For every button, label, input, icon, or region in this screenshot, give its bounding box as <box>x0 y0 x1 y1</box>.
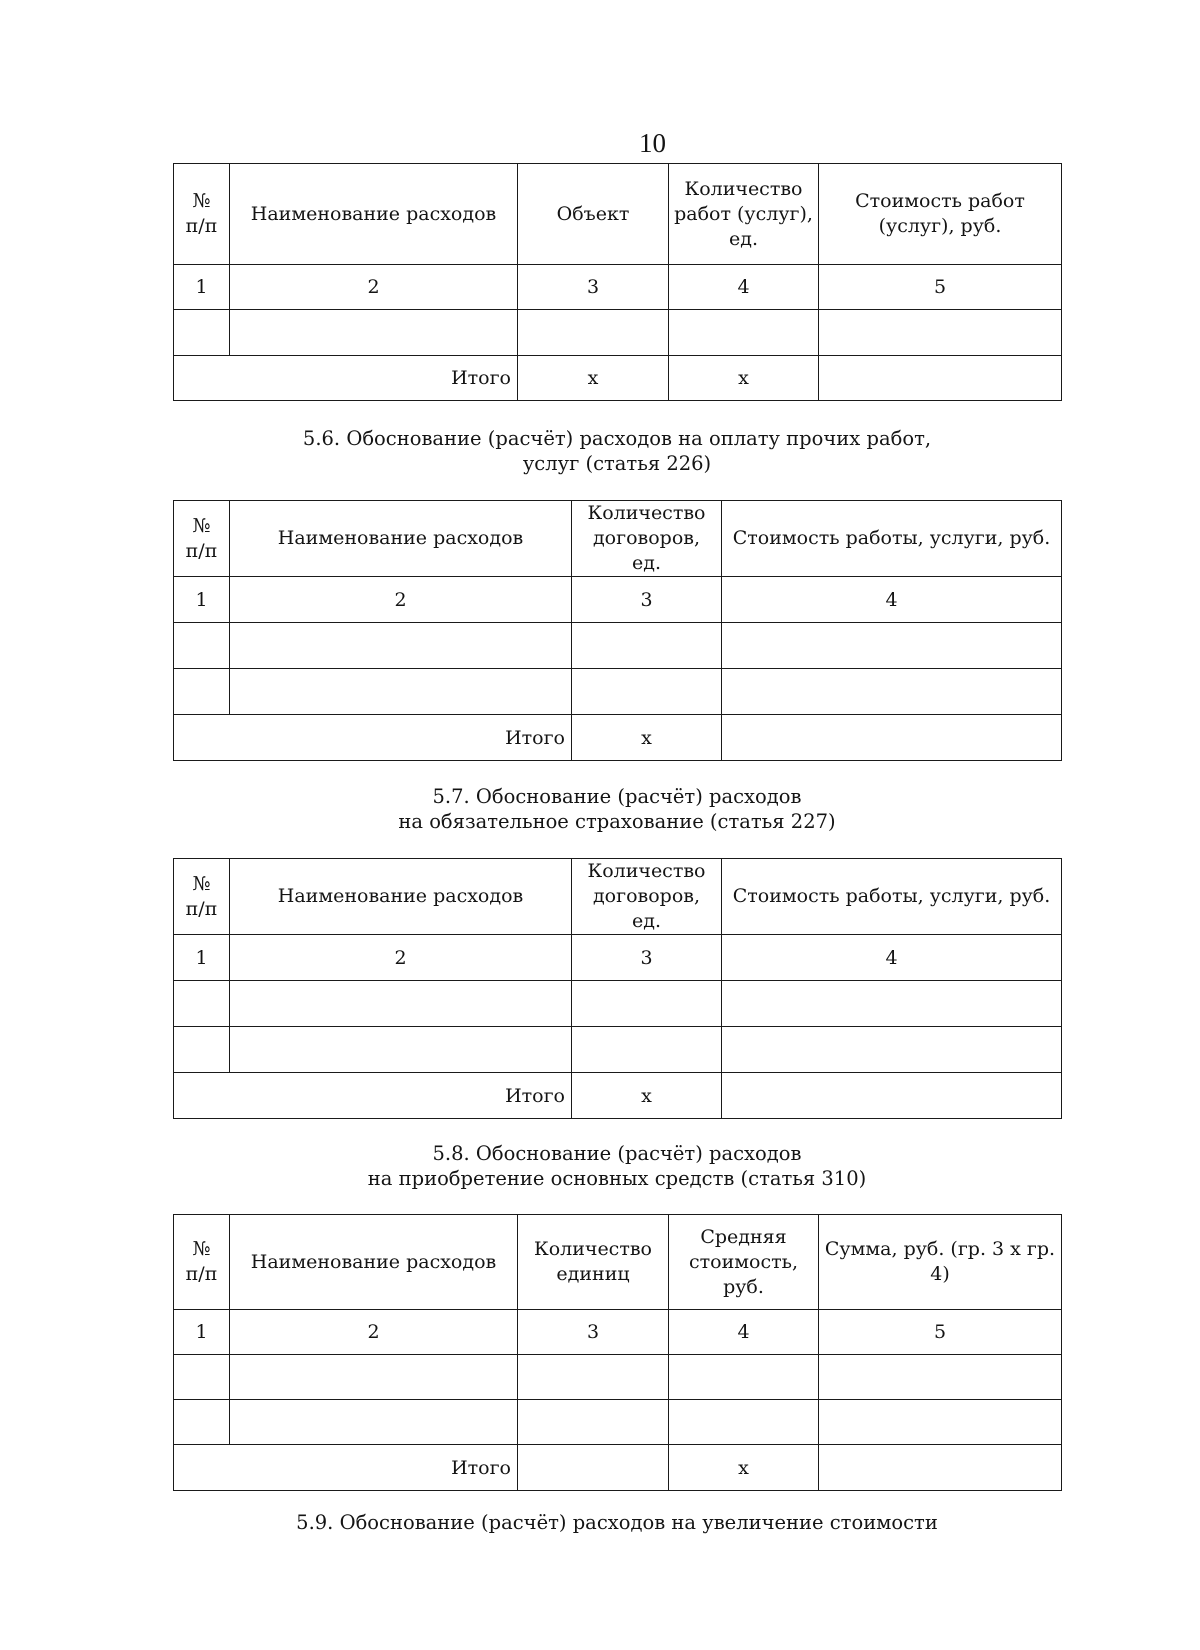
table-cell <box>230 310 518 356</box>
column-number: 3 <box>518 265 669 310</box>
total-value <box>819 1445 1062 1491</box>
column-number: 1 <box>174 1310 230 1355</box>
table-cell <box>230 1355 518 1400</box>
section-title-line: 5.6. Обоснование (расчёт) расходов на оплату прочих работ, <box>302 427 932 450</box>
total-cross-mark: x <box>572 1073 722 1119</box>
table-cell <box>572 669 722 715</box>
total-cross-mark: x <box>518 356 669 401</box>
table-cell <box>518 1400 669 1445</box>
total-label: Итого <box>174 356 518 401</box>
column-number: 1 <box>174 265 230 310</box>
header-expense-name: Наименование расходов <box>230 859 572 935</box>
table-row <box>174 981 1062 1027</box>
total-value <box>722 715 1062 761</box>
table-header-row <box>174 501 1062 577</box>
table-cell <box>174 1027 230 1073</box>
table-row <box>174 1400 1062 1445</box>
column-number-row <box>174 265 1062 310</box>
column-number: 2 <box>230 935 572 981</box>
table-row <box>174 310 1062 356</box>
column-number: 5 <box>819 1310 1062 1355</box>
table-cell <box>518 1355 669 1400</box>
section-title-line: 5.7. Обоснование (расчёт) расходов <box>432 785 802 808</box>
table-cell <box>174 623 230 669</box>
expense-table-works <box>173 163 1062 401</box>
total-label: Итого <box>174 1073 572 1119</box>
column-number: 2 <box>230 265 518 310</box>
section-title-line: услуг (статья 226) <box>522 452 712 475</box>
total-value <box>518 1445 669 1491</box>
header-service-cost: Стоимость работы, услуги, руб. <box>722 859 1062 935</box>
total-row <box>174 1445 1062 1491</box>
table-row <box>174 669 1062 715</box>
column-number: 3 <box>572 577 722 623</box>
table-cell <box>669 1355 819 1400</box>
table-cell <box>174 1400 230 1445</box>
table-row <box>174 1355 1062 1400</box>
section-title-line: 5.8. Обоснование (расчёт) расходов <box>432 1142 802 1165</box>
total-value <box>722 1073 1062 1119</box>
column-number: 1 <box>174 577 230 623</box>
column-number: 5 <box>819 265 1062 310</box>
column-number: 3 <box>518 1310 669 1355</box>
table-cell <box>174 981 230 1027</box>
column-number: 1 <box>174 935 230 981</box>
expense-table-other-works <box>173 500 1062 761</box>
expense-table-fixed-assets <box>173 1214 1062 1491</box>
table-header-row <box>174 1215 1062 1310</box>
column-number: 4 <box>669 1310 819 1355</box>
header-sum: Сумма, руб. (гр. 3 x гр. 4) <box>819 1215 1062 1310</box>
page-number: 10 <box>639 128 666 158</box>
table-cell <box>174 669 230 715</box>
table-cell <box>722 623 1062 669</box>
header-contracts-quantity: Количество договоров, ед. <box>572 501 722 577</box>
table-cell <box>572 623 722 669</box>
table-cell <box>230 669 572 715</box>
section-title-line: 5.9. Обоснование (расчёт) расходов на увеличение стоимости <box>296 1511 938 1534</box>
table-cell <box>819 1355 1062 1400</box>
column-number-row <box>174 1310 1062 1355</box>
section-title-line: на обязательное страхование (статья 227) <box>398 810 836 833</box>
section-title-5-8 <box>173 1141 1061 1191</box>
table-cell <box>174 1355 230 1400</box>
total-cross-mark: x <box>669 356 819 401</box>
header-works-cost: Стоимость работ (услуг), руб. <box>819 164 1062 265</box>
column-number: 3 <box>572 935 722 981</box>
table-cell <box>819 310 1062 356</box>
header-object: Объект <box>518 164 669 265</box>
column-number-row <box>174 577 1062 623</box>
column-number: 4 <box>669 265 819 310</box>
total-cross-mark: x <box>572 715 722 761</box>
table-cell <box>518 310 669 356</box>
column-number: 2 <box>230 1310 518 1355</box>
section-title-5-7 <box>173 784 1061 834</box>
table-cell <box>230 1027 572 1073</box>
table-cell <box>819 1400 1062 1445</box>
table-row <box>174 623 1062 669</box>
header-service-cost: Стоимость работы, услуги, руб. <box>722 501 1062 577</box>
header-row-number: № п/п <box>174 1215 230 1310</box>
table-header-row <box>174 859 1062 935</box>
header-row-number: № п/п <box>174 501 230 577</box>
total-cross-mark: x <box>669 1445 819 1491</box>
total-row <box>174 715 1062 761</box>
header-row-number: № п/п <box>174 164 230 265</box>
total-row <box>174 1073 1062 1119</box>
header-expense-name: Наименование расходов <box>230 164 518 265</box>
table-cell <box>669 310 819 356</box>
header-expense-name: Наименование расходов <box>230 501 572 577</box>
table-cell <box>669 1400 819 1445</box>
section-title-line: на приобретение основных средств (статья 310) <box>367 1167 867 1190</box>
column-number: 2 <box>230 577 572 623</box>
table-cell <box>722 981 1062 1027</box>
expense-table-insurance <box>173 858 1062 1119</box>
table-cell <box>230 1400 518 1445</box>
table-cell <box>230 981 572 1027</box>
header-units-quantity: Количество единиц <box>518 1215 669 1310</box>
header-average-cost: Средняя стоимость, руб. <box>669 1215 819 1310</box>
table-cell <box>230 623 572 669</box>
total-row <box>174 356 1062 401</box>
total-label: Итого <box>174 715 572 761</box>
table-cell <box>174 310 230 356</box>
table-row <box>174 1027 1062 1073</box>
section-title-5-9 <box>173 1510 1061 1535</box>
table-cell <box>722 669 1062 715</box>
column-number: 4 <box>722 577 1062 623</box>
table-cell <box>722 1027 1062 1073</box>
column-number: 4 <box>722 935 1062 981</box>
total-label: Итого <box>174 1445 518 1491</box>
total-value <box>819 356 1062 401</box>
table-cell <box>572 1027 722 1073</box>
column-number-row <box>174 935 1062 981</box>
header-contracts-quantity: Количество договоров, ед. <box>572 859 722 935</box>
table-cell <box>572 981 722 1027</box>
header-row-number: № п/п <box>174 859 230 935</box>
header-works-quantity: Количество работ (услуг), ед. <box>669 164 819 265</box>
header-expense-name: Наименование расходов <box>230 1215 518 1310</box>
section-title-5-6 <box>173 426 1061 476</box>
table-header-row <box>174 164 1062 265</box>
